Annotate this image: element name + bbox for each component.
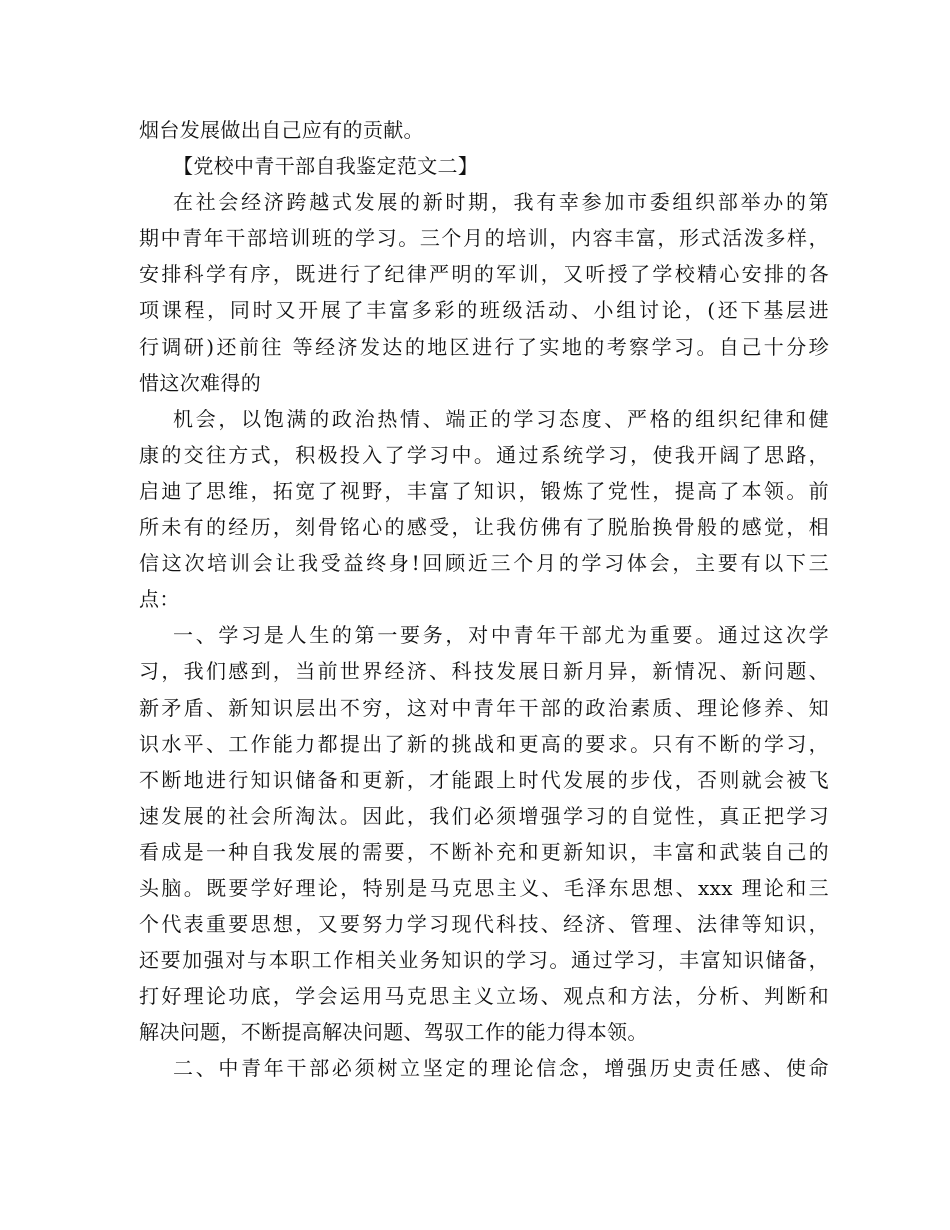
text-line: 习，我们感到，当前世界经济、科技发展日新月异，新情况、新问题、 [139, 659, 829, 684]
text-line: 期中青年干部培训班的学习。三个月的培训，内容丰富，形式活泼多样， [139, 226, 829, 251]
text-line: 康的交往方式，积极投入了学习中。通过系统学习，使我开阔了思路， [139, 442, 829, 467]
text-line: 所未有的经历，刻骨铭心的感受，让我仿佛有了脱胎换骨般的感觉，相 [139, 515, 829, 540]
text-line: 不断地进行知识储备和更新，才能跟上时代发展的步伐，否则就会被飞 [139, 767, 829, 792]
text-line: 打好理论功底，学会运用马克思主义立场、观点和方法，分析、判断和 [139, 984, 829, 1009]
document-body [139, 112, 829, 1087]
text-line: 安排科学有序，既进行了纪律严明的军训，又听授了学校精心安排的各 [139, 262, 829, 287]
text-line: 项课程，同时又开展了丰富多彩的班级活动、小组讨论，(还下基层进 [139, 298, 829, 323]
section-heading: 【党校中青干部自我鉴定范文二】 [173, 154, 479, 179]
text-line: 在社会经济跨越式发展的新时期，我有幸参加市委组织部举办的第 [173, 190, 829, 215]
text-line: 头脑。既要学好理论，特别是马克思主义、毛泽东思想、xxx 理论和三 [139, 875, 829, 900]
text-line: 惜这次难得的 [139, 370, 262, 395]
text-line: 解决问题，不断提高解决问题、驾驭工作的能力得本领。 [139, 1020, 648, 1045]
text-line: 启迪了思维，拓宽了视野，丰富了知识，锻炼了党性，提高了本领。前 [139, 478, 829, 503]
text-line: 行调研)还前往 等经济发达的地区进行了实地的考察学习。自己十分珍 [139, 334, 829, 359]
text-line: 二、中青年干部必须树立坚定的理论信念，增强历史责任感、使命 [173, 1056, 829, 1081]
text-line: 一、学习是人生的第一要务，对中青年干部尤为重要。通过这次学 [173, 623, 829, 648]
text-line: 看成是一种自我发展的需要，不断补充和更新知识，丰富和武装自己的 [139, 839, 829, 864]
text-line: 机会，以饱满的政治热情、端正的学习态度、严格的组织纪律和健 [173, 406, 829, 431]
text-line: 个代表重要思想，又要努力学习现代科技、经济、管理、法律等知识， [139, 912, 829, 937]
text-line: 还要加强对与本职工作相关业务知识的学习。通过学习，丰富知识储备， [139, 948, 829, 973]
text-line: 烟台发展做出自己应有的贡献。 [139, 118, 424, 142]
text-line: 点： [139, 587, 180, 612]
text-line: 新矛盾、新知识层出不穷，这对中青年干部的政治素质、理论修养、知 [139, 695, 829, 720]
text-line: 信这次培训会让我受益终身!回顾近三个月的学习体会，主要有以下三 [139, 551, 829, 576]
text-line: 速发展的社会所淘汰。因此，我们必须增强学习的自觉性，真正把学习 [139, 803, 829, 828]
text-line: 识水平、工作能力都提出了新的挑战和更高的要求。只有不断的学习， [139, 731, 829, 756]
